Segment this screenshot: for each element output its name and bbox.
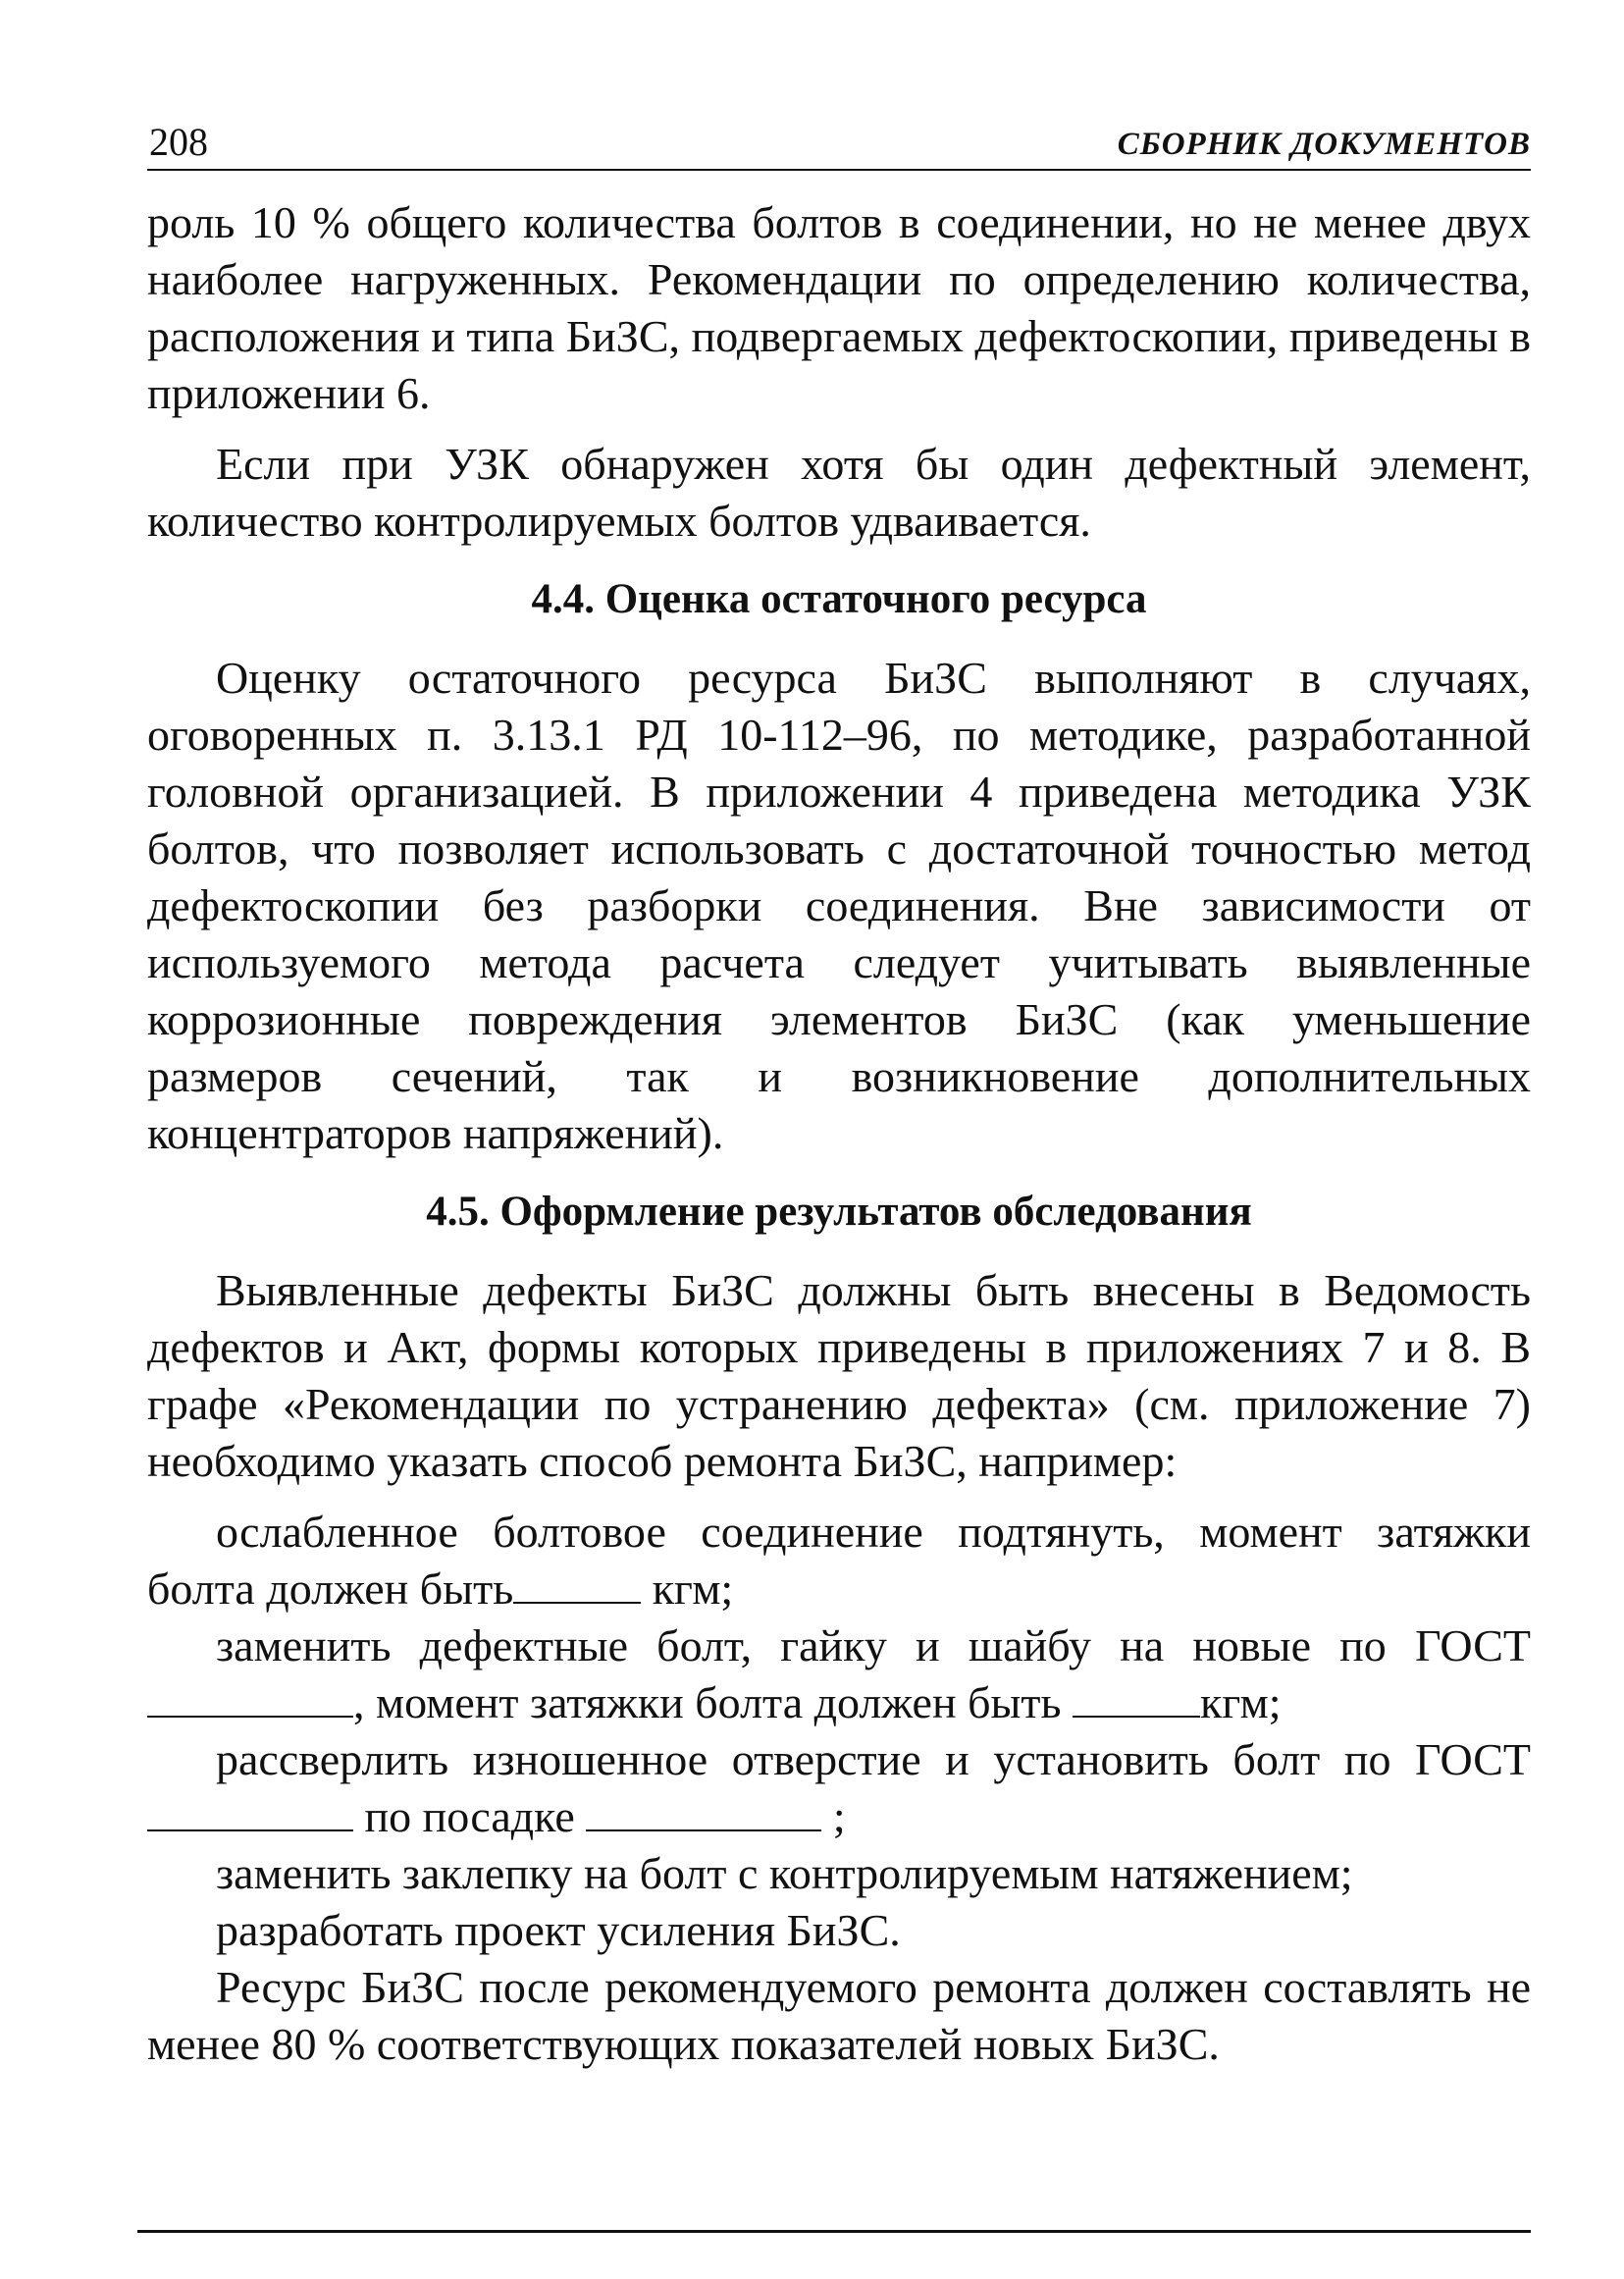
page-number: 208 [149,120,208,164]
document-page [147,108,1531,2087]
fill-in-blank [586,1790,821,1831]
body-text [147,194,1531,2073]
list-item-text: кгм; [652,1564,734,1614]
fill-in-blank [513,1563,641,1604]
paragraph-5: Ресурс БиЗС после рекомендуемого ремонта должен составлять не менее 80 % соответствующих показателей новых БиЗС. [147,1962,1531,2069]
list-item-text: , момент затяжки болта должен быть [353,1677,1062,1727]
running-head: СБОРНИК ДОКУМЕНТОВ [1117,127,1531,162]
list-item-text: заменить дефектные болт, гайку и шайбу на новые по ГОСТ [216,1620,1531,1670]
paragraph-4: Выявленные дефекты БиЗС должны быть внесены в Ведомость дефектов и Акт, формы которых приведены в приложениях 7 и 8. В графе «Рекомендации по устранению дефекта» (см. приложение 7) необходимо указать способ ремонта БиЗС, например: [147,1265,1531,1486]
list-item-text: рассверлить изношенное отверстие и установить болт по ГОСТ [216,1734,1531,1784]
list-item-text: ; [832,1791,846,1841]
list-item-text: кгм; [1199,1677,1282,1727]
list-item-reinforcement: разработать проект усиления БиЗС. [216,1905,901,1955]
fill-in-blank [147,1676,353,1718]
paragraph-2: Если при УЗК обнаружен хотя бы один дефектный элемент, количество контролируемых болтов удваивается. [147,439,1531,546]
list-item-ream-hole [147,1731,1531,1845]
section-title-4-5: 4.5. Оформление результатов обследования [426,1189,1252,1235]
page-header [147,108,1531,171]
footer-rule [137,2230,1531,2233]
paragraph-1: роль 10 % общего количества болтов в соединении, но не менее двух наиболее нагруженных. Рекомендации по определению количества, расположения и типа БиЗС, подвергаемых дефектоскопии, приведены в приложении 6. [147,197,1531,418]
list-item-text: по посадке [364,1791,575,1841]
list-item-replace-bolt [147,1617,1531,1731]
paragraph-3: Оценку остаточного ресурса БиЗС выполняют в случаях, оговоренных п. 3.13.1 РД 10-112–96, по методике, разработанной головной организацией. В приложении 4 приведена методика УЗК болтов, что позволяет использовать с достаточной точностью метод дефектоскопии без разборки соединения. Вне зависимости от используемого метода расчета следует учитывать выявленные коррозионные повреждения элементов БиЗС (как уменьшение размеров сечений, так и возникновение дополнительных концентраторов напряжений). [147,653,1531,1158]
list-item-tighten [147,1504,1531,1617]
fill-in-blank [1073,1676,1200,1718]
fill-in-blank [147,1790,353,1831]
list-item-text: ослабленное болтовое соединение подтянуть, момент затяжки болта должен быть [147,1507,1531,1614]
section-title-4-4: 4.4. Оценка остаточного ресурса [531,576,1147,622]
list-item-replace-rivet: заменить заклепку на болт с контролируемым натяжением; [216,1848,1353,1898]
